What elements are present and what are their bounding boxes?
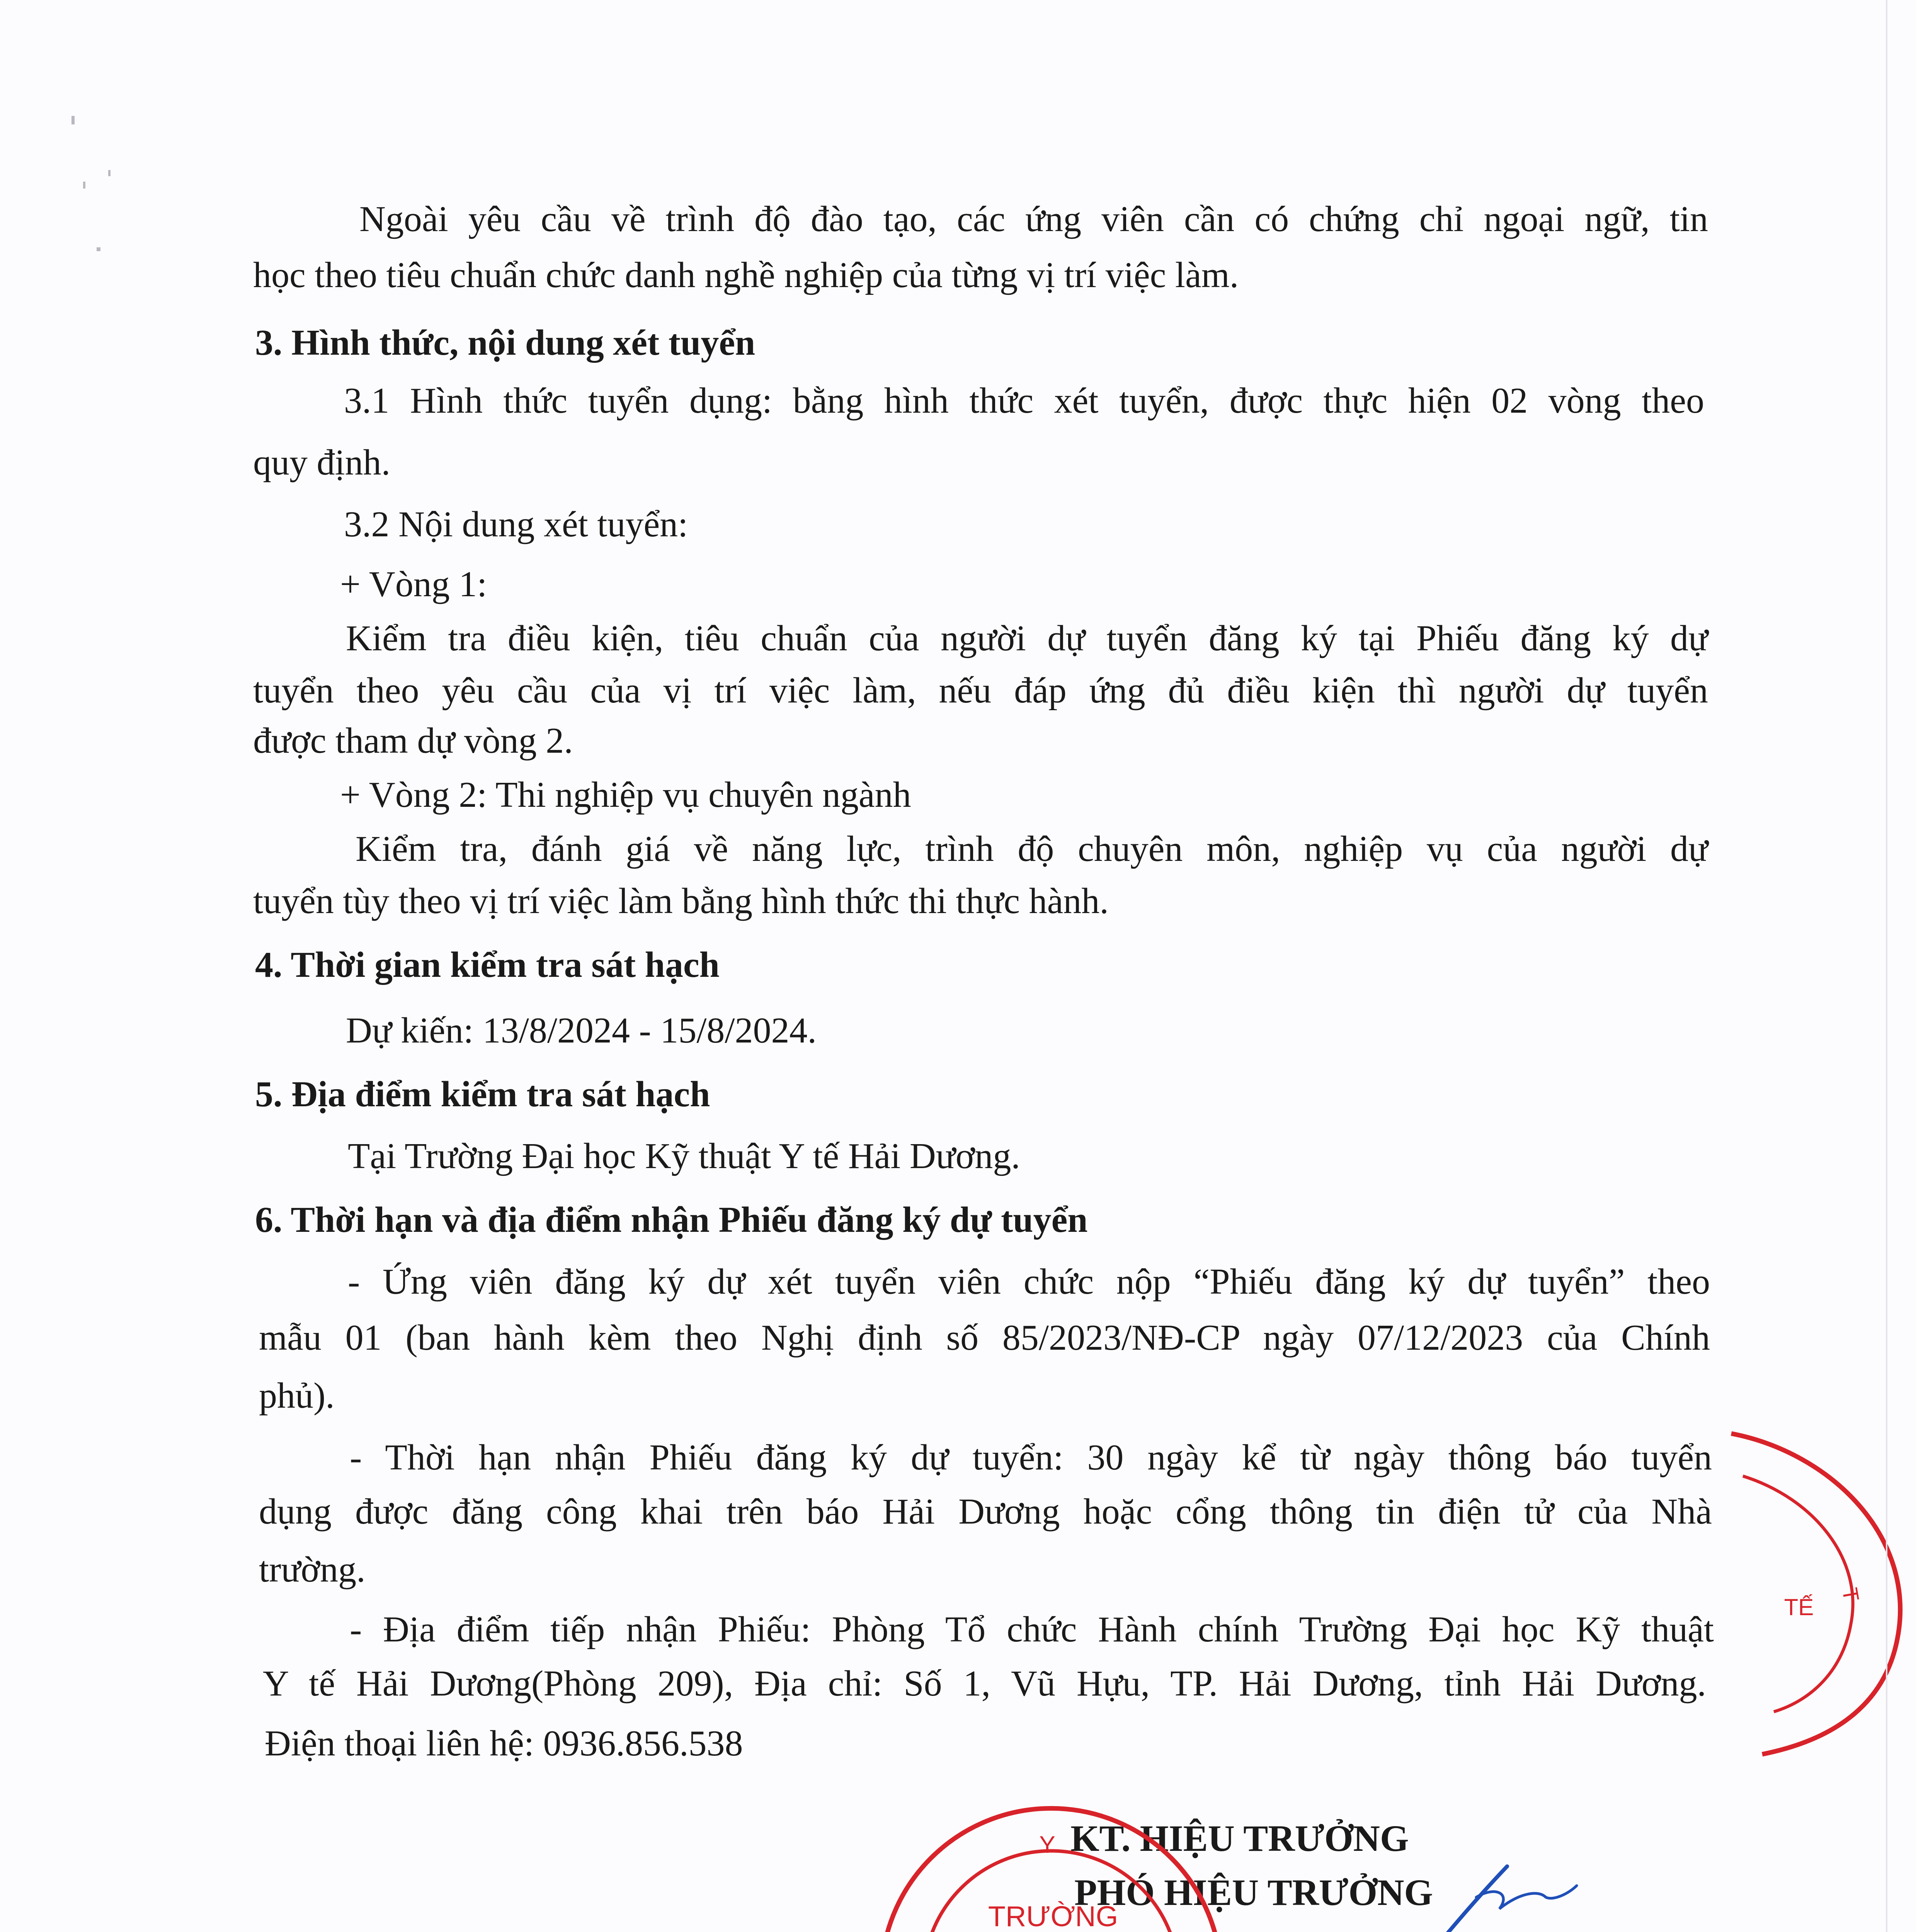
scan-mark	[71, 116, 75, 124]
para-qualification-line-1: Ngoài yêu cầu về trình độ đào tạo, các ứng viên cần có chứng chỉ ngoại ngữ, tin	[359, 199, 1708, 239]
signature-title-2: PHÓ HIỆU TRƯỞNG	[1074, 1872, 1433, 1913]
section-3-1-line-1: 3.1 Hình thức tuyển dụng: bằng hình thức xét tuyển, được thực hiện 02 vòng theo	[344, 381, 1704, 421]
section-6c-line-2: Y tế Hải Dương(Phòng 209), Địa chỉ: Số 1, Vũ Hựu, TP. Hải Dương, tỉnh Hải Dương.	[263, 1663, 1706, 1704]
section-6a-line-1: - Ứng viên đăng ký dự xét tuyển viên chức nộp “Phiếu đăng ký dự tuyển” theo	[348, 1262, 1710, 1302]
section-3-2: 3.2 Nội dung xét tuyển:	[344, 504, 688, 544]
section-6c-line-1: - Địa điểm tiếp nhận Phiếu: Phòng Tổ chức Hành chính Trường Đại học Kỹ thuật	[350, 1609, 1714, 1650]
section-6c-line-3: Điện thoại liên hệ: 0936.856.538	[265, 1723, 743, 1764]
round-1-line-3: được tham dự vòng 2.	[253, 721, 573, 761]
scan-edge-line	[1886, 0, 1887, 1932]
section-5-location: Tại Trường Đại học Kỹ thuật Y tế Hải Dương.	[348, 1136, 1020, 1176]
round-1-label: + Vòng 1:	[340, 564, 487, 604]
round-1-line-2: tuyển theo yêu cầu của vị trí việc làm, nếu đáp ứng đủ điều kiện thì người dự tuyển	[253, 670, 1708, 711]
scan-mark	[83, 182, 85, 189]
section-6a-line-2: mẫu 01 (ban hành kèm theo Nghị định số 85/2023/NĐ-CP ngày 07/12/2023 của Chính	[259, 1318, 1710, 1358]
section-6b-line-3: trường.	[259, 1549, 366, 1590]
heading-section-6: 6. Thời hạn và địa điểm nhận Phiếu đăng ký dự tuyển	[255, 1200, 1088, 1240]
scan-mark	[108, 170, 111, 176]
partial-seal-text-1: TẾ	[1784, 1594, 1814, 1620]
scan-mark	[97, 247, 100, 251]
seal-line-1: TRƯỜNG	[988, 1900, 1118, 1932]
round-1-line-1: Kiểm tra điều kiện, tiêu chuẩn của người dự tuyển đăng ký tại Phiếu đăng ký dự	[346, 618, 1708, 658]
heading-section-5: 5. Địa điểm kiểm tra sát hạch	[255, 1074, 710, 1114]
signature-title-1: KT. HIỆU TRƯỞNG	[1070, 1818, 1409, 1859]
section-4-expected-date: Dự kiến: 13/8/2024 - 15/8/2024.	[346, 1010, 817, 1051]
round-2-line-1: Kiểm tra, đánh giá về năng lực, trình độ chuyên môn, nghiệp vụ của người dự	[356, 829, 1708, 869]
para-qualification-line-2: học theo tiêu chuẩn chức danh nghề nghiệp của từng vị trí việc làm.	[253, 255, 1239, 295]
round-2-line-2: tuyển tùy theo vị trí việc làm bằng hình thức thi thực hành.	[253, 881, 1109, 921]
section-6a-line-3: phủ).	[259, 1376, 335, 1416]
section-6b-line-1: - Thời hạn nhận Phiếu đăng ký dự tuyển: 30 ngày kể từ ngày thông báo tuyển	[350, 1437, 1712, 1478]
handwritten-signature	[1136, 1851, 1581, 1932]
section-6b-line-2: dụng được đăng công khai trên báo Hải Dương hoặc cổng thông tin điện tử của Nhà	[259, 1492, 1712, 1532]
heading-section-3: 3. Hình thức, nội dung xét tuyển	[255, 323, 756, 363]
section-3-1-line-2: quy định.	[253, 442, 391, 483]
round-2-label: + Vòng 2: Thi nghiệp vụ chuyên ngành	[340, 775, 911, 815]
partial-seal-text-2: T	[1838, 1586, 1864, 1603]
seal-ring-top: Y	[1039, 1832, 1055, 1858]
heading-section-4: 4. Thời gian kiểm tra sát hạch	[255, 945, 720, 985]
